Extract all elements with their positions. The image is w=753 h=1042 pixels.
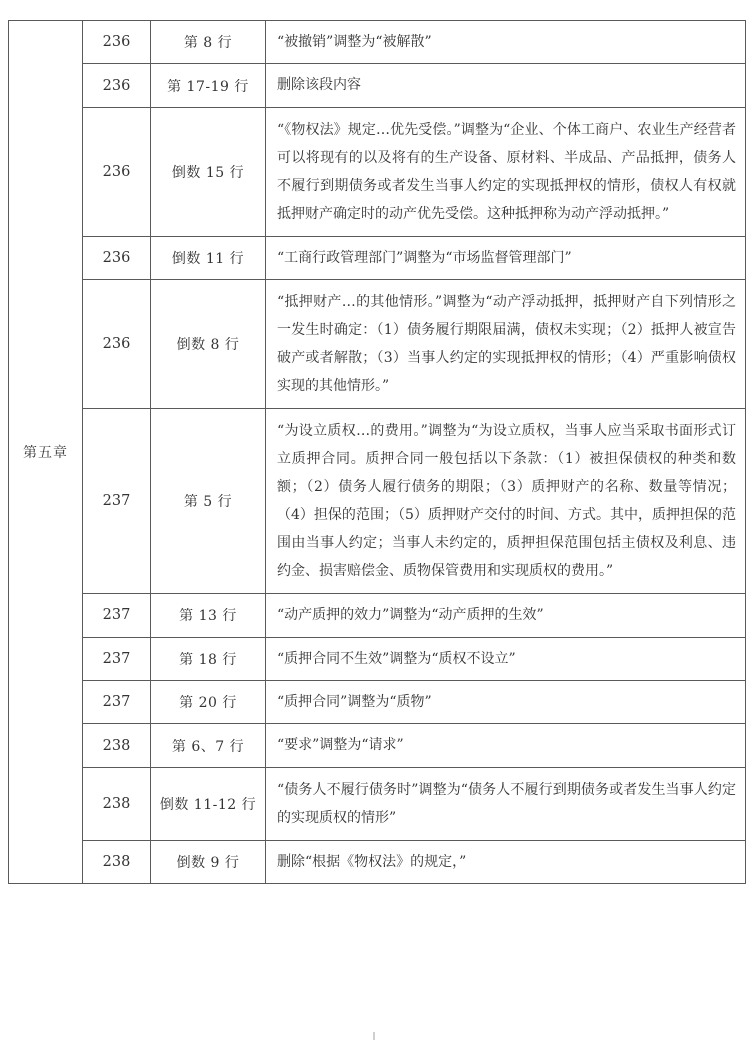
- line-reference-cell: 倒数 11 行: [151, 236, 266, 279]
- line-reference-cell: 倒数 8 行: [151, 280, 266, 409]
- table-row: [9, 637, 746, 680]
- line-reference-cell: 第 6、7 行: [151, 724, 266, 767]
- page-number-cell: 236: [83, 21, 151, 64]
- page-number-cell: 238: [83, 767, 151, 840]
- page-number-cell: 236: [83, 236, 151, 279]
- page-number-cell: 238: [83, 840, 151, 883]
- correction-description-cell: “动产质押的效力”调整为“动产质押的生效”: [266, 594, 746, 637]
- errata-table: [8, 20, 746, 884]
- line-reference-cell: 倒数 15 行: [151, 107, 266, 236]
- table-row: [9, 680, 746, 723]
- correction-description-cell: “工商行政管理部门”调整为“市场监督管理部门”: [266, 236, 746, 279]
- page-number-cell: 236: [83, 280, 151, 409]
- page-number-cell: 237: [83, 594, 151, 637]
- page-number-cell: 236: [83, 64, 151, 107]
- line-reference-cell: 第 17-19 行: [151, 64, 266, 107]
- table-row: [9, 280, 746, 409]
- chapter-cell: 第五章: [9, 21, 83, 884]
- line-reference-cell: 第 20 行: [151, 680, 266, 723]
- errata-table-body: [9, 21, 746, 884]
- correction-description-cell: “被撤销”调整为“被解散”: [266, 21, 746, 64]
- line-reference-cell: 倒数 11-12 行: [151, 767, 266, 840]
- correction-description-cell: “债务人不履行债务时”调整为“债务人不履行到期债务或者发生当事人约定的实现质权的情形”: [266, 767, 746, 840]
- line-reference-cell: 第 18 行: [151, 637, 266, 680]
- line-reference-cell: 第 5 行: [151, 409, 266, 594]
- line-reference-cell: 倒数 9 行: [151, 840, 266, 883]
- page-footer-mark: [373, 1032, 375, 1040]
- page-number-cell: 237: [83, 409, 151, 594]
- correction-description-cell: 删除“根据《物权法》的规定，”: [266, 840, 746, 883]
- table-row: [9, 724, 746, 767]
- table-row: [9, 107, 746, 236]
- page-number-cell: 237: [83, 637, 151, 680]
- correction-description-cell: 删除该段内容: [266, 64, 746, 107]
- correction-description-cell: “质押合同不生效”调整为“质权不设立”: [266, 637, 746, 680]
- correction-description-cell: “为设立质权…的费用。”调整为“为设立质权，当事人应当采取书面形式订立质押合同。质押合同一般包括以下条款：（1）被担保债权的种类和数额；（2）债务人履行债务的期限；（3）质押财产的名称、数量等情况；（4）担保的范围；（5）质押财产交付的时间、方式。其中，质押担保的范围由当事人约定；当事人未约定的，质押担保范围包括主债权及利息、违约金、损害赔偿金、质物保管费用和实现质权的费用。”: [266, 409, 746, 594]
- table-row: [9, 64, 746, 107]
- table-row: [9, 594, 746, 637]
- table-row: [9, 409, 746, 594]
- correction-description-cell: “抵押财产…的其他情形。”调整为“动产浮动抵押，抵押财产自下列情形之一发生时确定：（1）债务履行期限届满，债权未实现；（2）抵押人被宣告破产或者解散；（3）当事人约定的实现抵押权的情形；（4）严重影响债权实现的其他情形。”: [266, 280, 746, 409]
- table-row: [9, 840, 746, 883]
- correction-description-cell: “《物权法》规定…优先受偿。”调整为“企业、个体工商户、农业生产经营者可以将现有的以及将有的生产设备、原材料、半成品、产品抵押，债务人不履行到期债务或者发生当事人约定的实现抵押权的情形，债权人有权就抵押财产确定时的动产优先受偿。这种抵押称为动产浮动抵押。”: [266, 107, 746, 236]
- page-number-cell: 237: [83, 680, 151, 723]
- table-row: [9, 236, 746, 279]
- correction-description-cell: “质押合同”调整为“质物”: [266, 680, 746, 723]
- line-reference-cell: 第 8 行: [151, 21, 266, 64]
- table-row: [9, 21, 746, 64]
- page-number-cell: 238: [83, 724, 151, 767]
- line-reference-cell: 第 13 行: [151, 594, 266, 637]
- page-number-cell: 236: [83, 107, 151, 236]
- correction-description-cell: “要求”调整为“请求”: [266, 724, 746, 767]
- table-row: [9, 767, 746, 840]
